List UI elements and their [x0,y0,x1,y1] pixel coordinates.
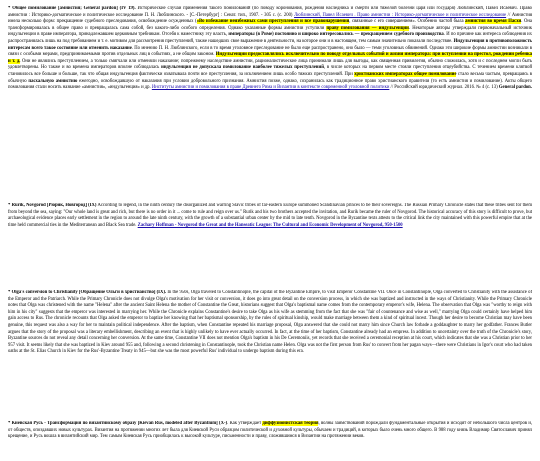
entry-heading: * Rurik, Novgorod [Рюрик, Новгород] (IX) [8,203,97,208]
entry-text: стало весьма частым, превращаясь в обычную [8,71,532,84]
entry-rurik [8,203,532,279]
entry-text: // Амнистия имела несколько форм: прекращение судебного преследования, освобождение осужденных ( [8,12,532,25]
bold-text: индульгенция не допускала помилование наиболее тяжелых преступлений [161,65,324,71]
entry-general-pardon [8,6,532,192]
entry-heading: * Киевская Русь - Трансформация по византийскому образу [Kievan Rus, modeled after Byzantium] (X-) [8,421,228,426]
bold-text: императоры (в Риме) постоянно и широко интересовались — прекращением судебного производства [228,32,444,38]
highlighted-text: христианских императорах общее помилование [354,71,457,77]
highlighted-text: диффузионистская теория [262,421,319,426]
source-link[interactable]: Zachary Hoffman - Novgorod the Great and the Hanseatic League: The Cultural and Economic Development of Novgorod, 950-1500 [137,222,403,228]
source-link[interactable]: Люблинский, Павел Исаевич . Право амнистии : Историко-догматическое и политическое исследование [294,12,507,18]
entry-tail: General pardon. [498,85,532,91]
source-link[interactable]: Институты амнистии и помилования в праве Древнего Рима и Византии в контексте современной уголовной политики [151,85,390,91]
entry-kievan-rus [8,421,532,461]
entry-text: Исторические случаи применения такого помилований (по поводу коронования, рождения наследника и смерти или тяжелой болезни царя или государя) Люблинский, Павел Исаевич. Право амнистии : Историко-догматическое и политическое исследование П. Н. Люблинского. - [С.-Петербург] : Сенат. тип., 1907. - 305 с. (с. 200) [8,6,532,18]
highlighted-text: амнистия во время Пасхи [465,19,522,25]
entry-text: ежегодно, освобождавшую от наказания при условии добровольного признания. Амнистия позже, однако, сохранилась как традиционное право христианского правителя (то есть амнистия и помилование). Акты общего помилования стали носить название «амнистия», «индульгенция» и др. [8,78,532,91]
entry-text: . Как утверждает [227,421,263,426]
entry-olga-conversion [8,290,532,410]
entry-text: . По мнению П. Н. Люблинского, если в то время уголовное преследование не было еще распространено, оно было — теми уголовных обвинений. Однако эти широкие формы амнистии возникали в связи с особыми мерами, предпринимаемыми против отдельных лиц в событиях, а не общим законом. [8,45,532,58]
entry-text: // Российский юридический журнал. 2016. № 4 (с. 13) [389,85,499,91]
entry-text: . Она трансформировалась в общее право и превращалась сама собой, без какого-либо особого определения. Однако указанные формы амнистии уступили [8,19,532,31]
entry-text: , связанные с его совершением». Особенно частой была [349,19,466,25]
entry-text: According to legend, in the ninth century the disorganized and warring Slavic tribes of far-eastern Europe summoned Scandinavian princes to be their sovereigns. The Russian Primary Chronicle states that these tribes sent for them from beyond the sea, saying: "Our whole land is great and rich, but there is no order in it ... come to rule and reign over us." Rurik and his two brothers accepted the invitation, and Rurik became the ruler of Novgorod. The historical accuracy of this story is difficult to prove, but archaeological evidence places early settlement in the region to around the late ninth century, with the growth of a substantial urban center by the mid to late tenth. Novgorod in the Byzantine texts attests to the critical link the city maintained with this powerful empire that at the time held commercial ties in the Mediterranean and Black Sea trade. [8,203,532,228]
entry-text: In the 950s, Olga traveled to Constantinople, the capital of the Byzantine Empire, to visit Emperor Constantine VII. Once in Constantinople, Olga converted to Christianity with the assistance of the Emperor and the Patriarch. While the Primary Chronicle does not divulge Olga's motivation for her visit or conversion, it does go into great detail on the conversion process, in which she was baptized and instructed in the ways of Christianity. While the Primary Chronicle notes that Olga was christened with the name "Helena" after the ancient Saint Helena the mother of Constantine the Great, historians suggest that Olga's baptismal name comes from the contemporary emperor's wife, Helena. The observation that Olga was "worthy to reign with him in his city" suggests that the emperor was interested in marrying her. While the Chronicle explains Constantine's desire to take Olga as his wife as stemming from the fact that she was "fair of countenance and wise as well," marrying Olga could certainly have helped him gain access to Rus. The chronicle recounts that Olga asked the emperor to baptize her knowing that her baptismal sponsorship, by the rules of spiritual kinship, would make marriage between them a kind of spiritual incest. Though her desire to become Christian may have been genuine, this request was also a way for her to maintain political independence. After the baptism, when Constantine repeated his marriage proposal, Olga answered that she could not marry him since Church law forbade a goddaughter to marry her godfather. Frances Butler argues that the story of the proposal was a literary embellishment, describing an event that is highly unlikely to have ever actually occurred. In fact, at the time of her baptism, Constantine already had an empress. In addition to uncertainty over the truth of the Chronicle's story, Byzantine sources do not reveal any detail concerning her conversion. At the same time, Constantine VII does not mention Olga's baptism in his De Ceremoniis, yet records that she received a ceremonial reception at his court, which indicates that she was a Christian prior to her 957 visit. It seems likely that she was baptized in Kiev around 955 and, following a second christening in Constantinople, took the Christian name Helen. Olga was not the first person from Rus' to convert from her pagan ways—there were Christians in Igor's court who had taken oaths at the St. Elias Church in Kiev for the Rus'-Byzantine Treaty in 945—but she was the most powerful Rus' individual to undergo baptism during this era. [8,290,532,355]
bold-text: пасхальную амнистию [28,78,78,84]
highlighted-text: «Во избежание неизбежных сами преступления и все правонарушения [196,19,350,25]
bold-text: Индульгенция в противоположность интересам всего такое состояние или отменить наказание [8,38,532,51]
entry-text: . И по причине как интереса соблюдения их распространялась лишь на под требованием и т. е. мотивом для рассмотрения преступлений, также нашедших свое выражение в деятельности, на которое они и в настоящем, тем самым значительно показали последствие. [8,32,532,44]
entry-text: , волны заимствований порождали фундаментальные открытия и исходят от небольшого числа центров и, от обществ, опоздавших новых культурах. Византия на протяжении многих лет была для Киевской Руси образцом политической и духовной культуры, обычаем и традиций, в которых было очень много общего. В 988 году князь Владимир Святославич принял крещение, и Русь вошла в византийский мир. Тем самым Киевская Русь приобщилась к высокой культуре, письменности и праву, сложившимся в Византии на протяжении веков. [8,421,532,440]
entry-text: Они не являлись преступлением, а только смягчали или отменяли наказание; попрежнему наследствие амнистии, рационалистические лица принимали лишь для выгоды, как священная привилегия, обычно сложилась, хотя и с последнем могли быть удовлетворены. Но также и во времена императоров вполне соблюдалась [8,58,532,71]
highlighted-text: Индульгенции предоставлялись исключительно по поводу отдельных событий и жизни императора: при вступлении на престол, рождении ребенка и т. д. [8,52,532,64]
entry-heading: * Общее помилование [амнистия; General pardon] (IV 19). [8,6,136,11]
entry-heading: * Olga's conversion to Christianity [Обращение Ольги в христианство] (IX). [8,290,167,295]
entry-text: , в числе которых на первом месте стояли преступления отцеубийства. С течением времени клятвой становилось все больше и больше, так что общая индульгенция фактически охватывала почти все преступления, за исключением лишь особо тяжких преступлений. При [8,65,532,77]
document-page [8,6,532,461]
highlighted-text: праву помилования — индульгенции [326,25,409,31]
entry-text: . Некоторые авторы утверждали первоначальный источник индульгенции в праве императора, принадлежавшем церковным требникам. Отсебя к наместнику эту власть, [8,25,532,38]
